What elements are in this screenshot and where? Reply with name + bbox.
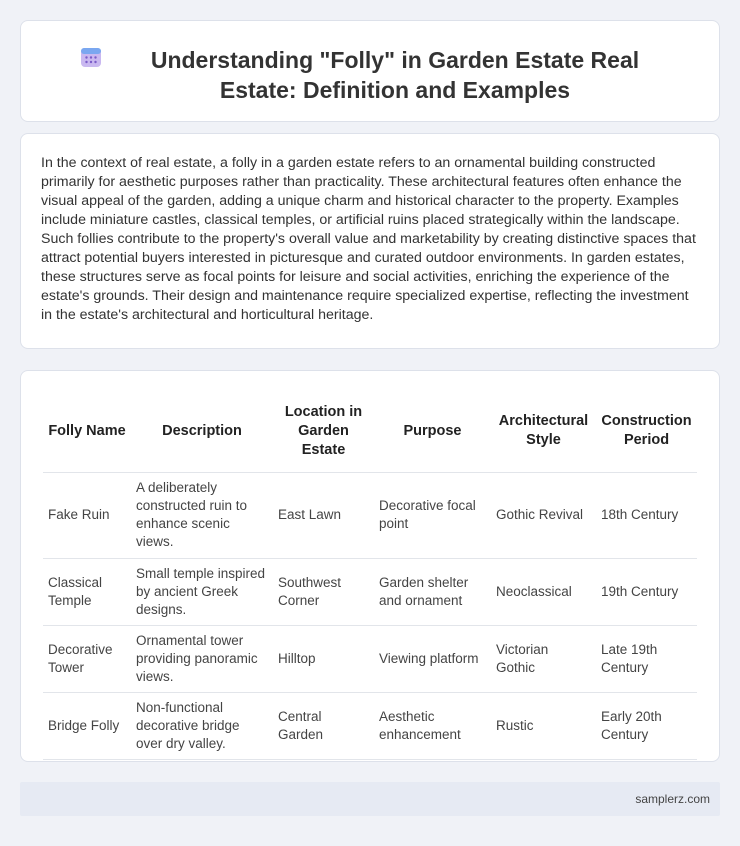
- table-cell: Central Garden: [273, 692, 374, 759]
- table-row: [43, 625, 697, 692]
- table-cell: 18th Century: [596, 472, 697, 558]
- table-cell: Ornamental tower providing panoramic views.: [131, 625, 273, 692]
- table-cell: 19th Century: [596, 558, 697, 625]
- table-row: [43, 692, 697, 759]
- table-row: [43, 558, 697, 625]
- table-cell: Decorative focal point: [374, 472, 491, 558]
- table-cell: Rustic: [491, 692, 596, 759]
- table-cell: Late 19th Century: [596, 625, 697, 692]
- column-header: Location in Garden Estate: [273, 391, 374, 472]
- table-cell: Southwest Corner: [273, 558, 374, 625]
- column-header: Architectural Style: [491, 391, 596, 472]
- table-card: [20, 370, 720, 762]
- table-cell: Early 20th Century: [596, 692, 697, 759]
- column-header: Construction Period: [596, 391, 697, 472]
- footer: [20, 782, 720, 816]
- table-cell: Aesthetic enhancement: [374, 692, 491, 759]
- footer-site-link[interactable]: samplerz.com: [635, 792, 710, 806]
- folly-table: [43, 391, 697, 760]
- table-cell: Garden shelter and ornament: [374, 558, 491, 625]
- column-header: Folly Name: [43, 391, 131, 472]
- intro-card: [20, 133, 720, 349]
- table-cell: Non-functional decorative bridge over dry valley.: [131, 692, 273, 759]
- table-cell: East Lawn: [273, 472, 374, 558]
- column-header: Description: [131, 391, 273, 472]
- table-cell: Bridge Folly: [43, 692, 131, 759]
- table-cell: A deliberately constructed ruin to enhance scenic views.: [131, 472, 273, 558]
- table-cell: Gothic Revival: [491, 472, 596, 558]
- table-cell: Victorian Gothic: [491, 625, 596, 692]
- table-header-row: [43, 391, 697, 472]
- page-title: Understanding "Folly" in Garden Estate Real Estate: Definition and Examples: [150, 47, 640, 103]
- table-cell: Hilltop: [273, 625, 374, 692]
- table-cell: Small temple inspired by ancient Greek designs.: [131, 558, 273, 625]
- intro-paragraph: In the context of real estate, a folly in a garden estate refers to an ornamental building constructed primarily for aesthetic purposes rather than practicality. These architectural features often enhance the visual appeal of the garden, adding a unique charm and historical character to the property. Examples include miniature castles, classical temples, or artificial ruins placed strategically within the landscape. Such follies contribute to the property's overall value and marketability by creating distinctive spaces that attract potential buyers interested in picturesque and curated outdoor environments. In garden estates, these structures serve as focal points for leisure and social activities, enriching the experience of the estate's grounds. Their design and maintenance require specialized expertise, reflecting the investment in the estate's architectural and horticultural heritage.: [41, 155, 696, 323]
- table-cell: Decorative Tower: [43, 625, 131, 692]
- table-cell: Neoclassical: [491, 558, 596, 625]
- title-card: [20, 20, 720, 122]
- column-header: Purpose: [374, 391, 491, 472]
- table-cell: Fake Ruin: [43, 472, 131, 558]
- table-row: [43, 472, 697, 558]
- table-cell: Viewing platform: [374, 625, 491, 692]
- table-cell: Classical Temple: [43, 558, 131, 625]
